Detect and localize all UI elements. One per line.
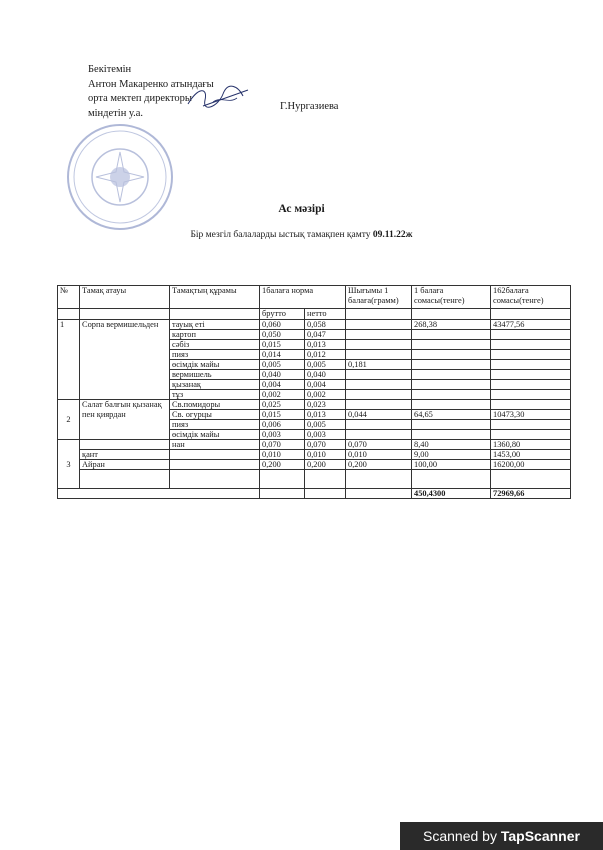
subheader-net: нетто xyxy=(305,309,346,320)
net-value: 0,005 xyxy=(305,360,346,370)
ingredient-name: тұз xyxy=(170,390,260,400)
subheader-gross: брутто xyxy=(260,309,305,320)
cost-total: 16200,00 xyxy=(491,460,571,470)
gross-value: 0,015 xyxy=(260,340,305,350)
gross-value: 0,002 xyxy=(260,390,305,400)
group-number: 2 xyxy=(58,400,80,440)
gross-value: 0,003 xyxy=(260,430,305,440)
approval-line-2: Антон Макаренко атындағы xyxy=(88,78,214,90)
table-row xyxy=(58,320,571,330)
header-cost-total: 162балаға сомасы(тенге) xyxy=(491,286,571,309)
gross-value: 0,006 xyxy=(260,420,305,430)
ingredient-name: нан xyxy=(170,440,260,450)
ingredient-name: Св.помидоры xyxy=(170,400,260,410)
net-value: 0,070 xyxy=(305,440,346,450)
watermark-brand: TapScanner xyxy=(500,828,580,844)
net-value: 0,002 xyxy=(305,390,346,400)
ingredient-name: өсімдік майы xyxy=(170,430,260,440)
table-row xyxy=(58,450,571,460)
cost-total: 1360,80 xyxy=(491,440,571,450)
net-value: 0,200 xyxy=(305,460,346,470)
dish-name: Айран xyxy=(80,460,170,470)
net-value: 0,013 xyxy=(305,340,346,350)
net-value: 0,058 xyxy=(305,320,346,330)
totals-row xyxy=(58,489,571,499)
ingredient-name: тауық еті xyxy=(170,320,260,330)
total-cost-total: 72969,66 xyxy=(491,489,571,499)
net-value: 0,012 xyxy=(305,350,346,360)
gross-value: 0,050 xyxy=(260,330,305,340)
table-row xyxy=(58,400,571,410)
yield-value: 0,200 xyxy=(346,460,412,470)
official-seal-icon xyxy=(56,122,184,232)
table-row xyxy=(58,470,571,489)
menu-table xyxy=(57,285,571,499)
ingredient-name: өсімдік майы xyxy=(170,360,260,370)
approval-line-1: Бекітемін xyxy=(88,64,132,75)
dish-name: Сорпа вермишельден xyxy=(80,320,170,400)
gross-value: 0,014 xyxy=(260,350,305,360)
gross-value: 0,025 xyxy=(260,400,305,410)
yield-value: 0,070 xyxy=(346,440,412,450)
subtitle xyxy=(0,230,603,240)
net-value: 0,004 xyxy=(305,380,346,390)
yield-value: 0,044 xyxy=(346,410,412,420)
yield-value: 0,010 xyxy=(346,450,412,460)
subtitle-text: Бір мезгіл балаларды ыстық тамақпен қамту xyxy=(190,230,371,240)
cost-one: 100,00 xyxy=(412,460,491,470)
gross-value: 0,015 xyxy=(260,410,305,420)
approval-line-4: міндетін у.а. xyxy=(88,107,144,119)
ingredient-name xyxy=(170,450,260,460)
subtitle-date: 09.11.22ж xyxy=(372,230,413,240)
yield-value: 0,181 xyxy=(346,360,412,370)
header-norm: 1балаға норма xyxy=(260,286,346,309)
subheader-row xyxy=(58,309,571,320)
table-row xyxy=(58,460,571,470)
net-value: 0,010 xyxy=(305,450,346,460)
cost-one: 64,65 xyxy=(412,410,491,420)
approval-line-3: орта мектеп директоры xyxy=(88,93,192,104)
cost-total: 1453,00 xyxy=(491,450,571,460)
gross-value: 0,200 xyxy=(260,460,305,470)
signature-icon xyxy=(183,82,253,112)
net-value: 0,013 xyxy=(305,410,346,420)
ingredient-name: пияз xyxy=(170,420,260,430)
ingredient-name: қызанақ xyxy=(170,380,260,390)
header-composition: Тамақтың құрамы xyxy=(170,286,260,309)
cost-total: 10473,30 xyxy=(491,410,571,420)
header-dish-name: Тамақ атауы xyxy=(80,286,170,309)
ingredient-name: вермишель xyxy=(170,370,260,380)
net-value: 0,040 xyxy=(305,370,346,380)
gross-value: 0,010 xyxy=(260,450,305,460)
header-cost-one: 1 балаға сомасы(тенге) xyxy=(412,286,491,309)
dish-name xyxy=(80,440,170,450)
gross-value: 0,070 xyxy=(260,440,305,450)
net-value: 0,003 xyxy=(305,430,346,440)
net-value: 0,005 xyxy=(305,420,346,430)
gross-value: 0,040 xyxy=(260,370,305,380)
ingredient-name xyxy=(170,460,260,470)
net-value: 0,023 xyxy=(305,400,346,410)
group-number: 3 xyxy=(58,440,80,489)
total-cost-one: 450,4300 xyxy=(412,489,491,499)
ingredient-name: Св. огурцы xyxy=(170,410,260,420)
header-row xyxy=(58,286,571,309)
header-yield: Шығымы 1 балаға(грамм) xyxy=(346,286,412,309)
dish-name: Салат балғын қызанақ пен қиярдан xyxy=(80,400,170,440)
header-number: № xyxy=(58,286,80,309)
cost-one: 268,38 xyxy=(412,320,491,330)
cost-total: 43477,56 xyxy=(491,320,571,330)
director-name: Г.Нургазиева xyxy=(280,101,339,112)
cost-one: 8,40 xyxy=(412,440,491,450)
scanner-watermark xyxy=(400,822,603,850)
cost-one: 9,00 xyxy=(412,450,491,460)
ingredient-name: сәбіз xyxy=(170,340,260,350)
gross-value: 0,004 xyxy=(260,380,305,390)
watermark-prefix: Scanned by xyxy=(423,828,497,844)
net-value: 0,047 xyxy=(305,330,346,340)
ingredient-name: картоп xyxy=(170,330,260,340)
gross-value: 0,060 xyxy=(260,320,305,330)
ingredient-name: пияз xyxy=(170,350,260,360)
table-row xyxy=(58,440,571,450)
dish-name: қант xyxy=(80,450,170,460)
gross-value: 0,005 xyxy=(260,360,305,370)
page-title: Ас мәзірі xyxy=(278,203,325,215)
group-number: 1 xyxy=(58,320,80,400)
